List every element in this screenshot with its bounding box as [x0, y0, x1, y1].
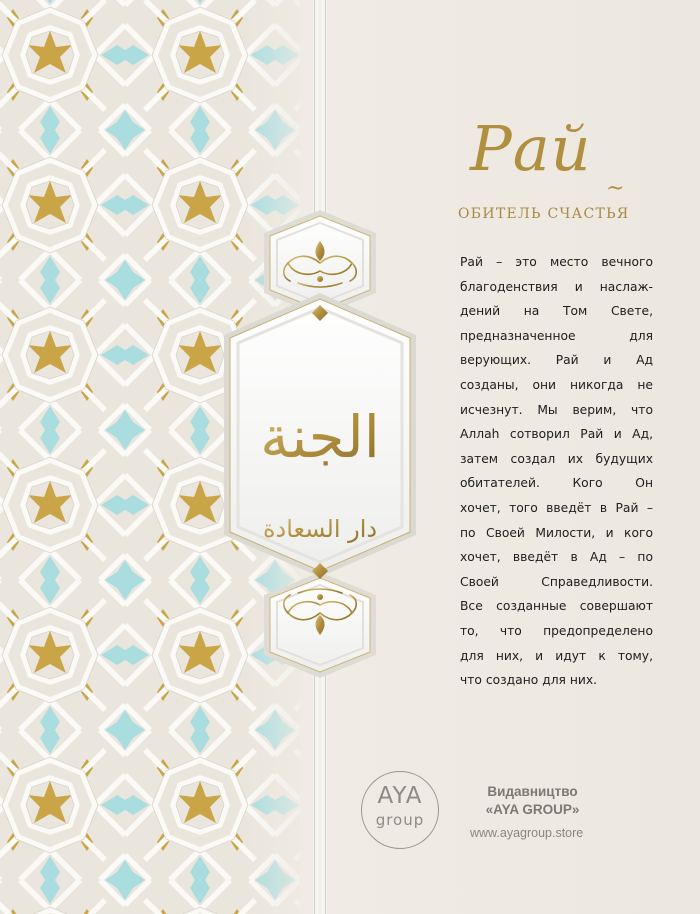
publisher-website: www.ayagroup.store — [470, 826, 584, 840]
title-main: Рай — [470, 112, 592, 185]
publisher-block — [470, 783, 595, 819]
text-line: предназначенное для — [460, 328, 653, 343]
text-line: хочет, введёт в Ад – по — [460, 550, 653, 565]
calligraphy-ornament — [222, 205, 418, 705]
arabic-subtitle: دار السعادة — [262, 515, 378, 543]
arabic-title: الجنة — [260, 403, 380, 471]
title-block — [440, 112, 650, 228]
text-line: созданы, они никогда не — [460, 377, 653, 392]
text-line: обитателей. Кого Он — [460, 476, 653, 491]
publisher-label: Видавництво — [487, 784, 578, 799]
text-line: дений на Том Свете, — [460, 304, 653, 319]
publisher-name: «AYA GROUP» — [485, 802, 580, 817]
text-line: Своей Справедливости. — [460, 574, 653, 589]
description-text — [460, 250, 653, 693]
text-line: благоденствия и наслаж- — [460, 279, 653, 294]
text-line: исчезнут. Мы верим, что — [460, 402, 653, 417]
text-line: Все созданные совершают — [460, 599, 653, 614]
text-line: затем создал их будущих — [460, 451, 653, 466]
text-line: Аллаh сотворил Рай и Ад, — [460, 427, 653, 442]
logo-aya-text: AYA — [377, 783, 423, 809]
text-line: хочет, того введёт в Рай – — [460, 500, 653, 515]
text-line: по Своей Милости, и кого — [460, 525, 653, 540]
logo-group-text: group — [375, 811, 425, 829]
text-line: для них, и идут к тому, — [460, 648, 653, 663]
title-flourish: ~ — [606, 176, 625, 201]
text-line: верующих. Рай и Ад — [460, 353, 653, 368]
title-subtitle: ОБИТЕЛЬ СЧАСТЬЯ — [458, 206, 630, 222]
text-line: то, что предопределено — [460, 623, 653, 638]
text-line: что создано для них. — [460, 673, 598, 688]
text-line: Рай – это место вечного — [460, 255, 653, 269]
aya-group-logo — [361, 771, 439, 849]
